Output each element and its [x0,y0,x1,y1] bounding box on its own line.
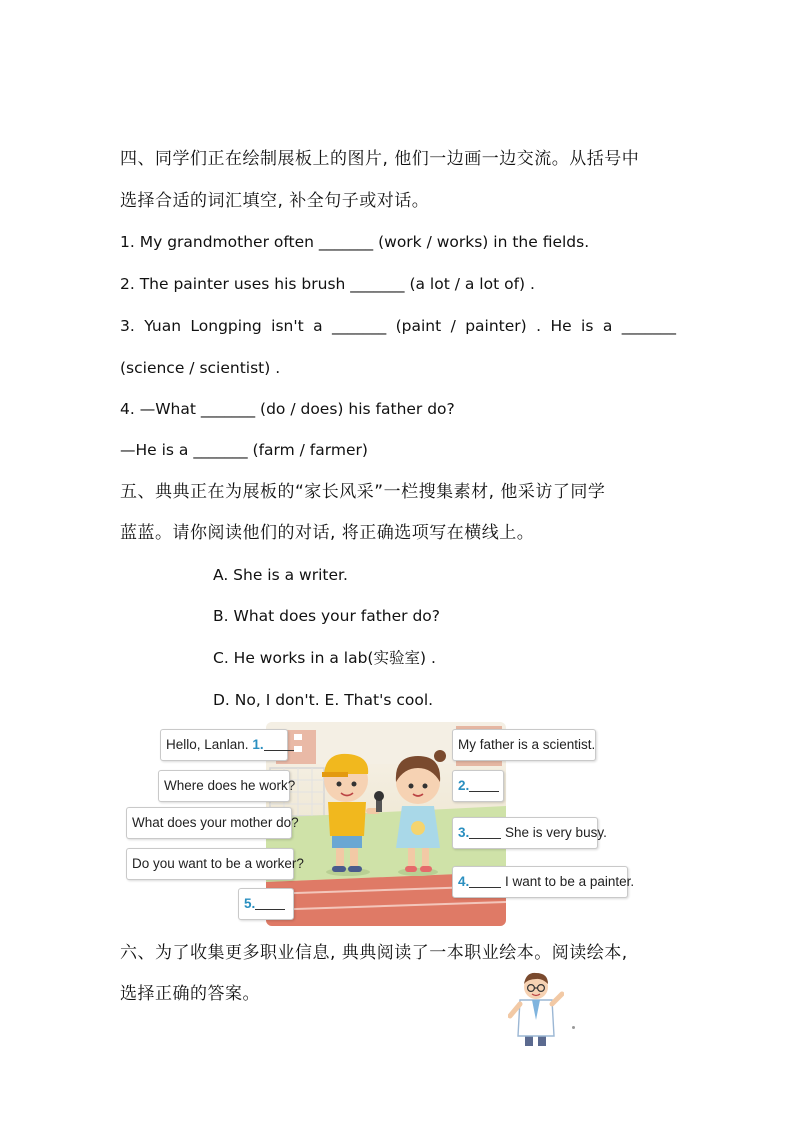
option-b: B. What does your father do? [213,607,441,625]
speech-bubble-4: Do you want to be a worker? [126,848,294,880]
dialogue-illustration [124,722,634,926]
question-3-word: Longping [190,317,262,335]
blank-1-line [264,733,294,751]
bubble-8-text: She is very busy. [505,825,607,840]
blank-1-number: 1. [252,737,264,752]
question-3-word: _______ [621,317,676,335]
question-3-word: painter) [465,317,527,335]
question-4-line1: 4. —What _______ (do / does) his father do? [120,400,455,418]
speech-bubble-3: What does your mother do? [126,807,292,839]
question-1: 1. My grandmother often _______ (work / works) in the fields. [120,233,590,251]
blank-5-line [255,892,285,910]
bubble-1-text: Hello, Lanlan. [166,737,249,752]
blank-3-number: 3. [458,825,470,840]
option-a: A. She is a writer. [213,566,348,584]
question-3-word: a [313,317,323,335]
speech-bubble-8 [452,817,607,849]
question-3-line2: (science / scientist) . [120,359,281,377]
dot-mark [572,1026,575,1029]
section6-title-line1: 六、为了收集更多职业信息, 典典阅读了一本职业绘本。阅读绘本, [120,943,628,963]
question-3-word: a [602,317,613,335]
question-3-word: _______ [331,317,387,335]
section5-title-line2: 蓝蓝。请你阅读他们的对话, 将正确选项写在横线上。 [120,523,535,543]
question-3-word: . [536,317,542,335]
speech-bubble-2: Where does he work? [158,770,290,802]
blank-5-number: 5. [244,896,256,911]
question-3-word: is [581,317,594,335]
section4-title-line1: 四、同学们正在绘制展板上的图片, 他们一边画一边交流。从括号中 [120,149,640,169]
blank-4-number: 4. [458,874,470,889]
scientist-illustration [508,970,564,1050]
option-c: C. He works in a lab(实验室) . [213,649,436,667]
question-3-word: / [450,317,456,335]
speech-bubble-7 [452,770,504,802]
section6-title-line2: 选择正确的答案。 [120,984,260,1004]
speech-bubble-9 [452,866,635,898]
question-3-word: isn't [271,317,304,335]
question-4-line2: —He is a _______ (farm / farmer) [120,441,368,459]
question-3-word: 3. [120,317,135,335]
speech-bubble-6: My father is a scientist. [452,729,596,761]
blank-2-number: 2. [458,778,470,793]
blank-2-line [469,774,499,792]
question-2: 2. The painter uses his brush _______ (a lot / a lot of) . [120,275,535,293]
section5-title-line1: 五、典典正在为展板的“家长风采”一栏搜集素材, 他采访了同学 [120,482,606,502]
bubble-9-text: I want to be a painter. [505,874,635,889]
speech-bubble-5 [238,888,294,920]
question-3-word: (paint [395,317,442,335]
section4-title-line2: 选择合适的词汇填空, 补全句子或对话。 [120,191,430,211]
blank-3-line [469,821,501,839]
blank-4-line [469,870,501,888]
question-3-word: Yuan [144,317,182,335]
speech-bubble-1 [160,729,288,761]
question-3-word: He [550,317,572,335]
option-d-e: D. No, I don't. E. That's cool. [213,691,434,709]
question-3-line1 [120,315,676,337]
